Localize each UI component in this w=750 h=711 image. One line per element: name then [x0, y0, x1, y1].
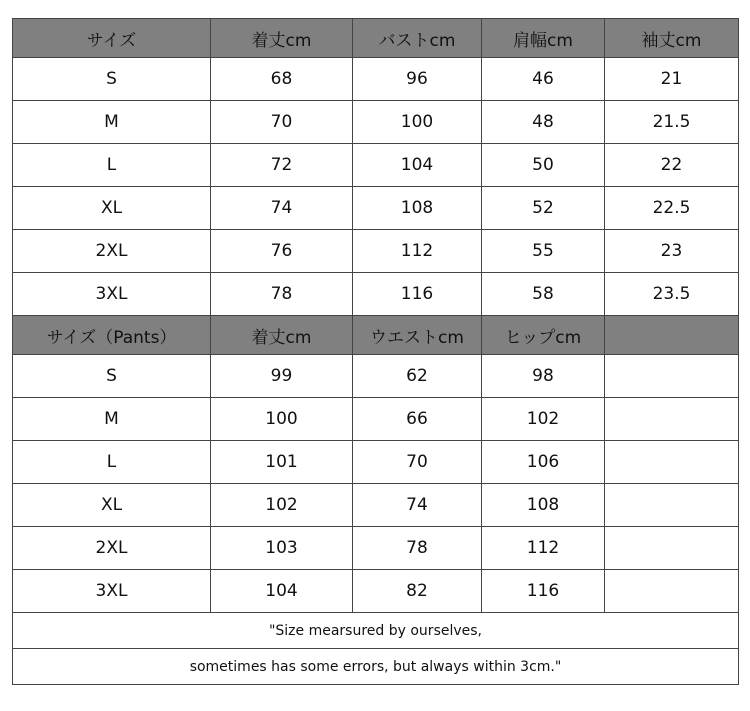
note-line-1: "Size mearsured by ourselves,	[13, 613, 739, 649]
table-cell: 101	[211, 441, 353, 484]
table-cell: 2XL	[13, 527, 211, 570]
table-row	[13, 101, 739, 144]
table-cell: M	[13, 101, 211, 144]
tops-header-sleeve: 袖丈cm	[605, 19, 739, 58]
table-cell: 100	[211, 398, 353, 441]
table-cell: XL	[13, 484, 211, 527]
pants-header-row	[13, 316, 739, 355]
table-cell: 58	[482, 273, 605, 316]
tops-header-bust: バストcm	[353, 19, 482, 58]
table-cell: 22.5	[605, 187, 739, 230]
table-cell: 78	[353, 527, 482, 570]
pants-header-hip: ヒップcm	[482, 316, 605, 355]
table-cell: 46	[482, 58, 605, 101]
table-cell: 21.5	[605, 101, 739, 144]
tops-header-shoulder: 肩幅cm	[482, 19, 605, 58]
table-cell: 74	[211, 187, 353, 230]
size-chart-table	[12, 18, 739, 685]
table-cell: 102	[482, 398, 605, 441]
table-cell: S	[13, 58, 211, 101]
table-cell: 22	[605, 144, 739, 187]
table-cell: 116	[353, 273, 482, 316]
tops-header-length: 着丈cm	[211, 19, 353, 58]
table-row	[13, 441, 739, 484]
table-cell: 21	[605, 58, 739, 101]
table-cell: S	[13, 355, 211, 398]
table-cell: 48	[482, 101, 605, 144]
table-row	[13, 187, 739, 230]
table-cell	[605, 570, 739, 613]
table-row	[13, 355, 739, 398]
table-cell: 82	[353, 570, 482, 613]
note-line-2: sometimes has some errors, but always within 3cm."	[13, 649, 739, 685]
table-cell	[605, 484, 739, 527]
table-cell: 3XL	[13, 570, 211, 613]
table-cell: 76	[211, 230, 353, 273]
table-cell: 23	[605, 230, 739, 273]
pants-header-size: サイズ（Pants）	[13, 316, 211, 355]
table-cell: 99	[211, 355, 353, 398]
table-cell: 112	[482, 527, 605, 570]
table-cell: 104	[353, 144, 482, 187]
table-cell: 106	[482, 441, 605, 484]
table-cell: 50	[482, 144, 605, 187]
table-cell: 70	[353, 441, 482, 484]
table-cell	[605, 355, 739, 398]
table-cell: M	[13, 398, 211, 441]
table-cell: 78	[211, 273, 353, 316]
table-cell: 112	[353, 230, 482, 273]
table-cell: 96	[353, 58, 482, 101]
table-cell: L	[13, 441, 211, 484]
table-cell: 116	[482, 570, 605, 613]
tops-header-size: サイズ	[13, 19, 211, 58]
table-row	[13, 484, 739, 527]
table-cell: 100	[353, 101, 482, 144]
table-cell: 98	[482, 355, 605, 398]
note-row	[13, 649, 739, 685]
pants-header-length: 着丈cm	[211, 316, 353, 355]
table-cell: 74	[353, 484, 482, 527]
table-cell: 72	[211, 144, 353, 187]
table-cell: 55	[482, 230, 605, 273]
table-cell	[605, 527, 739, 570]
table-row	[13, 144, 739, 187]
note-row	[13, 613, 739, 649]
table-cell: 66	[353, 398, 482, 441]
table-cell: 108	[353, 187, 482, 230]
table-cell: 108	[482, 484, 605, 527]
table-cell: 52	[482, 187, 605, 230]
table-cell: 70	[211, 101, 353, 144]
table-cell: 62	[353, 355, 482, 398]
table-row	[13, 58, 739, 101]
table-cell: 103	[211, 527, 353, 570]
tops-header-row	[13, 19, 739, 58]
table-cell: 3XL	[13, 273, 211, 316]
table-row	[13, 570, 739, 613]
table-cell: 104	[211, 570, 353, 613]
table-cell: 68	[211, 58, 353, 101]
table-cell: 102	[211, 484, 353, 527]
table-row	[13, 273, 739, 316]
table-cell: 2XL	[13, 230, 211, 273]
table-cell: XL	[13, 187, 211, 230]
table-row	[13, 398, 739, 441]
pants-header-waist: ウエストcm	[353, 316, 482, 355]
table-row	[13, 527, 739, 570]
table-cell: L	[13, 144, 211, 187]
table-cell	[605, 441, 739, 484]
table-row	[13, 230, 739, 273]
table-cell: 23.5	[605, 273, 739, 316]
pants-header-empty	[605, 316, 739, 355]
table-cell	[605, 398, 739, 441]
